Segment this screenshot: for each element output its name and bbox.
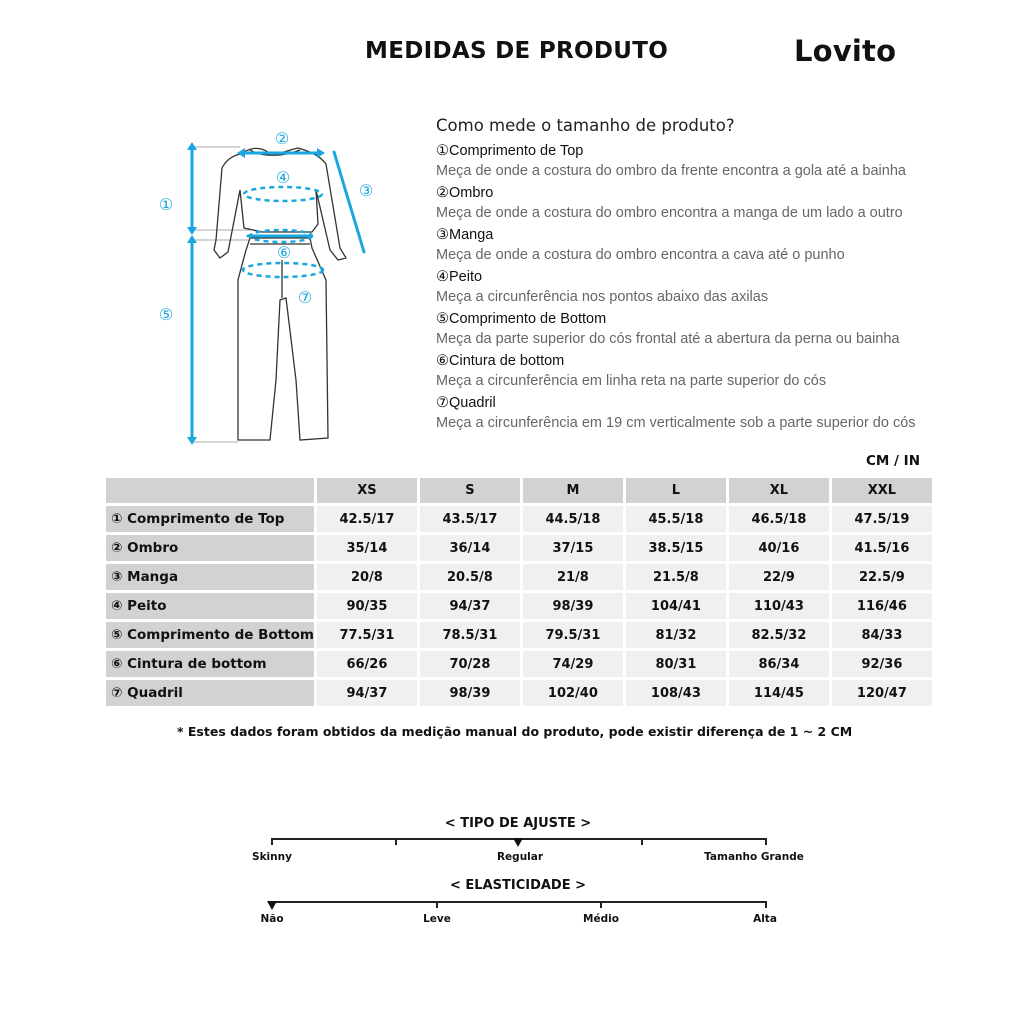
table-cell: 38.5/15 xyxy=(626,535,726,561)
size-header-s: S xyxy=(420,478,520,503)
table-cell: 94/37 xyxy=(420,593,520,619)
guide-item-title: ②Ombro xyxy=(436,185,494,201)
table-row xyxy=(106,593,932,619)
fit-scale-tick xyxy=(395,838,397,845)
table-cell: 43.5/17 xyxy=(420,506,520,532)
table-cell: 21.5/8 xyxy=(626,564,726,590)
marker-4: ④ xyxy=(275,168,291,187)
page-title: MEDIDAS DE PRODUTO xyxy=(365,38,669,64)
guide-item-desc: Meça de onde a costura do ombro encontra a manga de um lado a outro xyxy=(436,205,903,221)
table-row xyxy=(106,506,932,532)
table-cell: 20/8 xyxy=(317,564,417,590)
table-cell: 116/46 xyxy=(832,593,932,619)
table-cell: 20.5/8 xyxy=(420,564,520,590)
elasticity-scale-tick xyxy=(765,901,767,908)
table-cell: 108/43 xyxy=(626,680,726,706)
table-corner-cell xyxy=(106,478,314,503)
size-table xyxy=(103,475,935,709)
table-cell: 90/35 xyxy=(317,593,417,619)
table-header-row xyxy=(106,478,932,503)
marker-3: ③ xyxy=(358,181,374,200)
table-cell: 79.5/31 xyxy=(523,622,623,648)
guide-item-desc: Meça da parte superior do cós frontal até a abertura da perna ou bainha xyxy=(436,331,900,347)
table-cell: 22.5/9 xyxy=(832,564,932,590)
guide-item-desc: Meça a circunferência em 19 cm verticalmente sob a parte superior do cós xyxy=(436,415,916,431)
fit-scale-tick xyxy=(271,838,273,845)
guide-item-desc: Meça a circunferência em linha reta na parte superior do cós xyxy=(436,373,827,389)
table-cell: 102/40 xyxy=(523,680,623,706)
elasticity-selected-marker-icon xyxy=(267,901,277,910)
table-cell: 45.5/18 xyxy=(626,506,726,532)
elasticity-label-none: Não xyxy=(260,913,284,925)
table-cell: 114/45 xyxy=(729,680,829,706)
guide-item-title: ⑤Comprimento de Bottom xyxy=(436,311,607,327)
guide-item xyxy=(436,268,996,308)
table-cell: 22/9 xyxy=(729,564,829,590)
table-cell: 78.5/31 xyxy=(420,622,520,648)
table-cell: 86/34 xyxy=(729,651,829,677)
table-row xyxy=(106,622,932,648)
guide-item-desc: Meça de onde a costura do ombro da frente encontra a gola até a bainha xyxy=(436,163,906,179)
table-cell: 120/47 xyxy=(832,680,932,706)
guide-item-title: ④Peito xyxy=(436,269,483,285)
table-cell: 47.5/19 xyxy=(832,506,932,532)
guide-item xyxy=(436,142,996,182)
guide-item-desc: Meça de onde a costura do ombro encontra a cava até o punho xyxy=(436,247,845,263)
elasticity-scale-title: < ELASTICIDADE > xyxy=(449,878,587,893)
table-cell: 42.5/17 xyxy=(317,506,417,532)
row-label: ⑥ Cintura de bottom xyxy=(106,651,314,677)
guide-item xyxy=(436,310,996,350)
size-header-xxl: XXL xyxy=(832,478,932,503)
table-cell: 35/14 xyxy=(317,535,417,561)
guide-item xyxy=(436,394,996,434)
guide-item-title: ⑦Quadril xyxy=(436,395,496,411)
fit-scale-title: < TIPO DE AJUSTE > xyxy=(444,816,592,831)
guide-item xyxy=(436,352,996,392)
table-cell: 40/16 xyxy=(729,535,829,561)
table-cell: 44.5/18 xyxy=(523,506,623,532)
table-cell: 36/14 xyxy=(420,535,520,561)
measurement-guide xyxy=(436,116,996,436)
size-header-xs: XS xyxy=(317,478,417,503)
table-cell: 41.5/16 xyxy=(832,535,932,561)
brand-logo: Lovito xyxy=(794,34,897,68)
guide-item-desc: Meça a circunferência nos pontos abaixo das axilas xyxy=(436,289,769,305)
table-cell: 94/37 xyxy=(317,680,417,706)
table-cell: 46.5/18 xyxy=(729,506,829,532)
size-header-m: M xyxy=(523,478,623,503)
row-label: ⑤ Comprimento de Bottom xyxy=(106,622,314,648)
elasticity-scale-tick xyxy=(436,901,438,908)
table-cell: 81/32 xyxy=(626,622,726,648)
guide-item-title: ⑥Cintura de bottom xyxy=(436,353,565,369)
guide-item xyxy=(436,184,996,224)
fit-scale-tick xyxy=(641,838,643,845)
table-cell: 98/39 xyxy=(420,680,520,706)
unit-label: CM / IN xyxy=(866,453,920,469)
size-header-l: L xyxy=(626,478,726,503)
table-cell: 21/8 xyxy=(523,564,623,590)
table-cell: 37/15 xyxy=(523,535,623,561)
table-cell: 80/31 xyxy=(626,651,726,677)
elasticity-label-medium: Médio xyxy=(583,913,619,925)
marker-2: ② xyxy=(274,129,290,148)
marker-5: ⑤ xyxy=(158,305,174,324)
table-row xyxy=(106,680,932,706)
table-row xyxy=(106,651,932,677)
elasticity-scale-tick xyxy=(600,901,602,908)
guide-heading: Como mede o tamanho de produto? xyxy=(436,116,735,135)
fit-selected-marker-icon xyxy=(513,838,523,847)
table-cell: 92/36 xyxy=(832,651,932,677)
elasticity-scale-line xyxy=(272,901,766,903)
table-cell: 84/33 xyxy=(832,622,932,648)
guide-item-title: ③Manga xyxy=(436,227,494,243)
table-cell: 82.5/32 xyxy=(729,622,829,648)
table-cell: 77.5/31 xyxy=(317,622,417,648)
table-cell: 98/39 xyxy=(523,593,623,619)
guide-item xyxy=(436,226,996,266)
table-row xyxy=(106,564,932,590)
table-cell: 66/26 xyxy=(317,651,417,677)
garment-measurement-figure xyxy=(150,120,390,450)
row-label: ② Ombro xyxy=(106,535,314,561)
fit-label-large: Tamanho Grande xyxy=(704,851,804,863)
fit-scale-tick xyxy=(765,838,767,845)
guide-item-title: ①Comprimento de Top xyxy=(436,143,584,159)
table-cell: 110/43 xyxy=(729,593,829,619)
table-cell: 74/29 xyxy=(523,651,623,677)
row-label: ① Comprimento de Top xyxy=(106,506,314,532)
fit-label-skinny: Skinny xyxy=(252,851,292,863)
table-row xyxy=(106,535,932,561)
marker-1: ① xyxy=(158,195,174,214)
fit-label-regular: Regular xyxy=(496,851,544,863)
table-cell: 70/28 xyxy=(420,651,520,677)
elasticity-label-light: Leve xyxy=(423,913,451,925)
row-label: ⑦ Quadril xyxy=(106,680,314,706)
marker-7: ⑦ xyxy=(297,288,313,307)
table-cell: 104/41 xyxy=(626,593,726,619)
row-label: ③ Manga xyxy=(106,564,314,590)
measurement-footnote: * Estes dados foram obtidos da medição manual do produto, pode existir diferença de 1 ~ 2 CM xyxy=(177,724,853,739)
size-header-xl: XL xyxy=(729,478,829,503)
elasticity-label-high: Alta xyxy=(753,913,777,925)
marker-6: ⑥ xyxy=(276,243,292,262)
row-label: ④ Peito xyxy=(106,593,314,619)
